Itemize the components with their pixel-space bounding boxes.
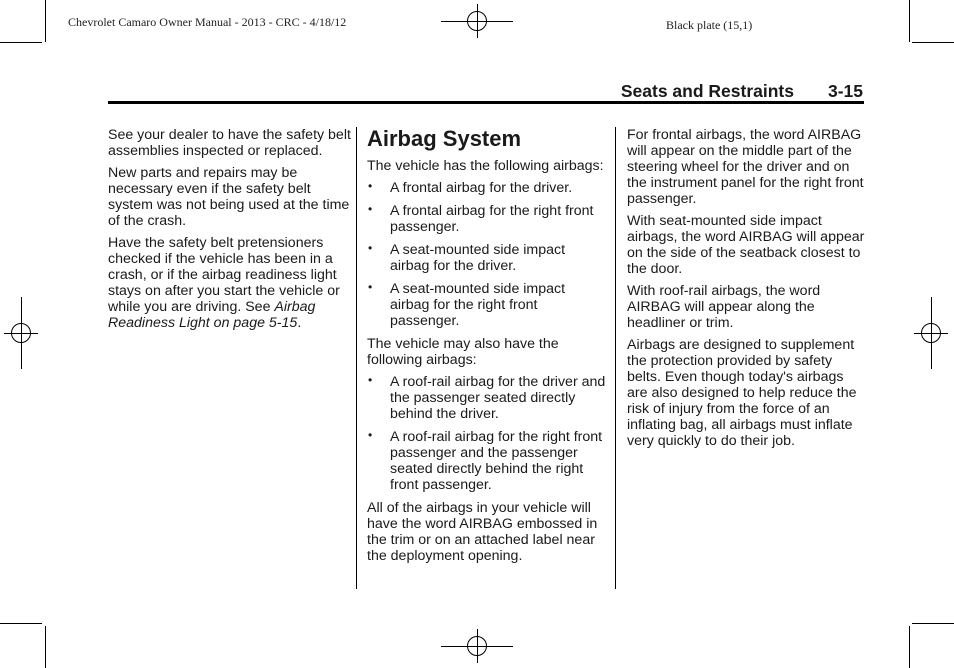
paragraph: All of the airbags in your vehicle will have the word AIRBAG embossed in the trim or on an attached label near the deployment opening. [367, 500, 598, 564]
header-rule [108, 101, 864, 104]
list-item: • A seat-mounted side impact airbag for the driver. [367, 242, 607, 274]
paragraph: With roof-rail airbags, the word AIRBAG will appear along the headliner or trim. [627, 283, 821, 331]
crop-mark-top-left-h [0, 42, 42, 43]
crop-mark-bottom-left-h [0, 623, 42, 624]
list-item: • A roof-rail airbag for the right front passenger and the passenger seated directly behind the right front passenger. [367, 429, 607, 493]
paragraph: New parts and repairs may be necessary even if the safety belt system was not being used at the time of the crash. [108, 165, 350, 229]
paragraph-text: Have the safety belt pretensioners checked if the vehicle has been in a crash, or if the airbag readiness light stays on after you start the vehicle or while you are driving. See [108, 235, 340, 315]
crop-mark-top-right-v [909, 0, 910, 42]
column-3 [627, 127, 867, 455]
crop-mark-bottom-left-v [45, 626, 46, 668]
paragraph: With seat-mounted side impact airbags, the word AIRBAG will appear on the side of the seatback closest to the door. [627, 213, 865, 277]
page-number: 3-15 [827, 81, 863, 101]
paragraph: For frontal airbags, the word AIRBAG will appear on the middle part of the steering wheel for the driver and on the instrument panel for the right front passenger. [627, 127, 864, 207]
plate-info-right: Black plate (15,1) [666, 18, 753, 32]
list-item: • A roof-rail airbag for the driver and the passenger seated directly behind the driver. [367, 374, 607, 422]
list-item: • A seat-mounted side impact airbag for the right front passenger. [367, 281, 607, 329]
column-divider-2 [615, 127, 616, 589]
paragraph: See your dealer to have the safety belt assemblies inspected or replaced. [108, 127, 351, 159]
cross-reference-link[interactable]: Airbag Readiness Light on page 5-15 [108, 299, 316, 331]
column-1 [108, 127, 352, 337]
paragraph: The vehicle may also have the following airbags: [367, 336, 559, 368]
paragraph: The vehicle has the following airbags: [367, 158, 604, 174]
column-divider-1 [356, 127, 357, 589]
crop-mark-top-left-v [45, 0, 46, 42]
plate-info-left: Chevrolet Camaro Owner Manual - 2013 - CRC - 4/18/12 [68, 15, 347, 29]
paragraph-end: . [297, 315, 302, 331]
crop-mark-bottom-right-h [912, 623, 954, 624]
list-item: • A frontal airbag for the right front passenger. [367, 203, 607, 235]
paragraph: Airbags are designed to supplement the protection provided by safety belts. Even though today's airbags are also designed to help reduce the risk of injury from the force of an inflating bag, all airbags must inflate very quickly to do their job. [627, 337, 857, 449]
crop-mark-bottom-right-v [909, 626, 910, 668]
airbag-list-optional [367, 374, 607, 493]
column-2 [367, 127, 607, 570]
crop-mark-top-right-h [912, 42, 954, 43]
section-title: Airbag System [367, 126, 522, 151]
paragraph [108, 235, 352, 331]
list-item: • A frontal airbag for the driver. [367, 180, 607, 196]
running-header-section: Seats and Restraints [620, 81, 794, 101]
airbag-list-standard [367, 180, 607, 329]
